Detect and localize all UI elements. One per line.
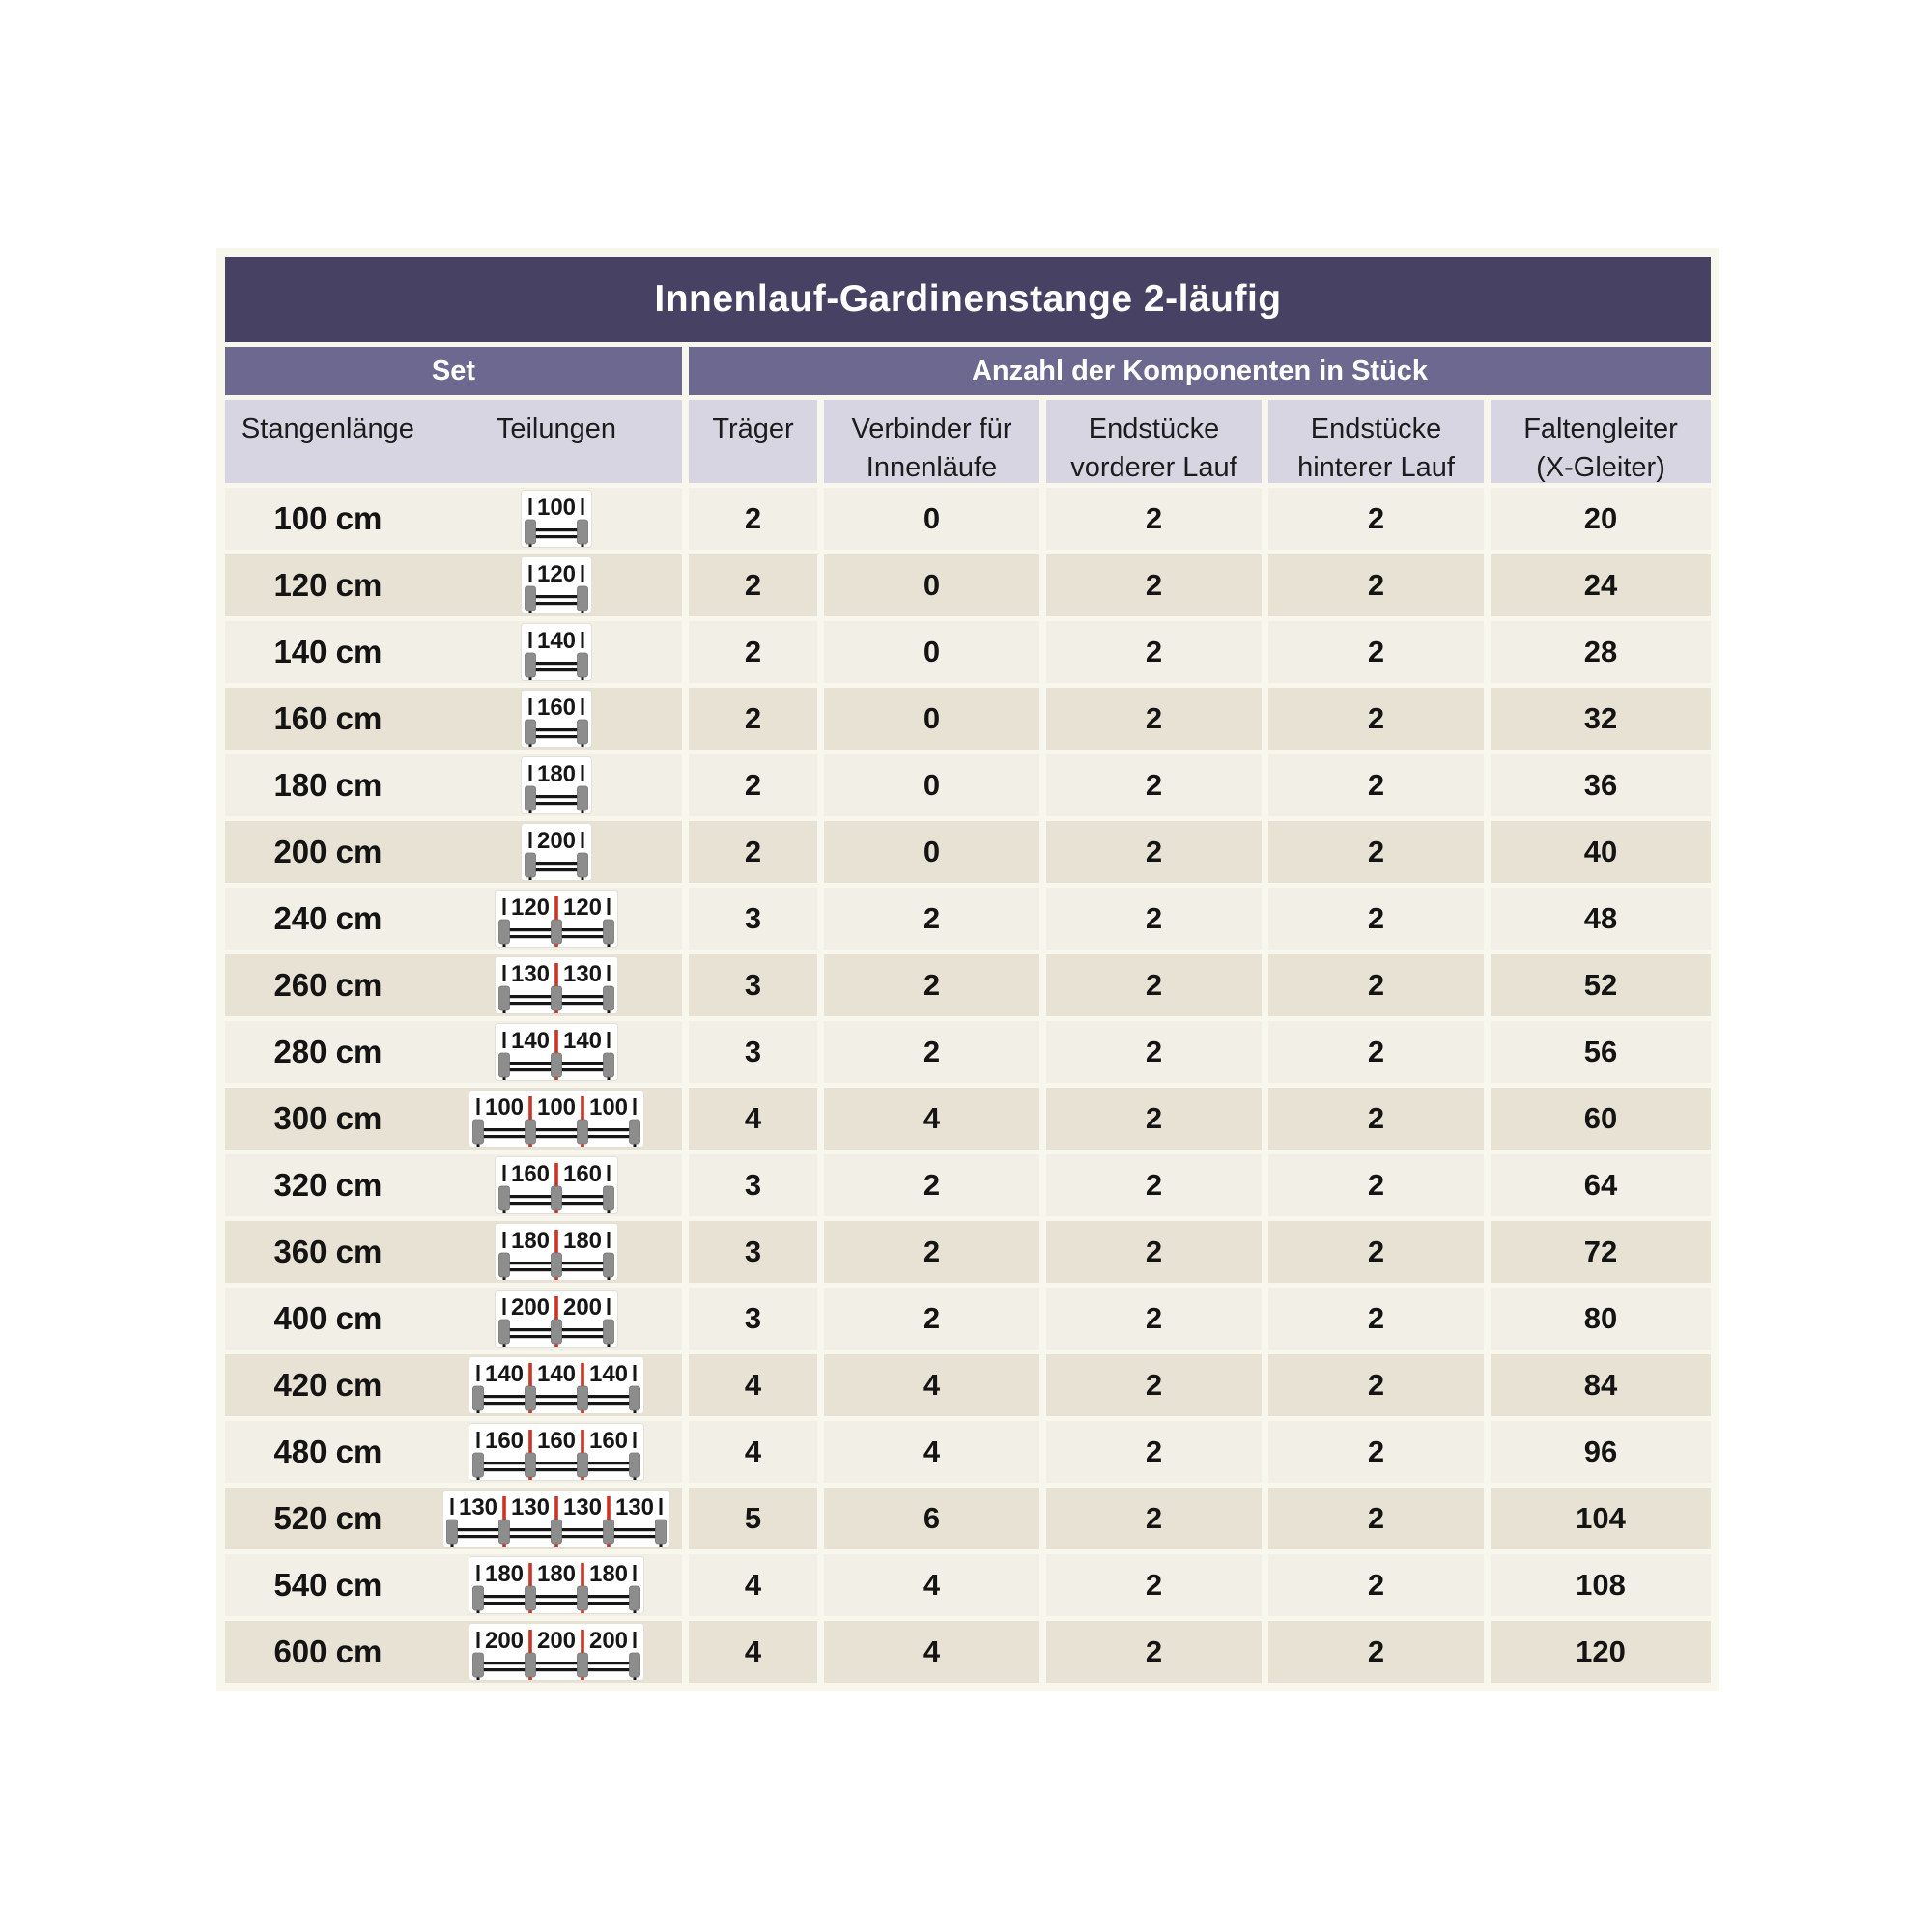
svg-text:130: 130 [614, 1494, 654, 1520]
svg-text:100: 100 [536, 495, 576, 521]
cell-faltengleiter: 72 [1491, 1221, 1711, 1283]
cell-verbinder: 2 [824, 1154, 1039, 1216]
column-header-verbinder: Verbinder für Innenläufe [824, 400, 1039, 483]
table-row [225, 1154, 1711, 1216]
length-label: 420 cm [273, 1367, 383, 1403]
table-row [225, 888, 1711, 950]
cell-verbinder: 0 [824, 754, 1039, 816]
cell-set [225, 888, 682, 950]
cell-traeger: 4 [689, 1421, 817, 1483]
cell-endstuecke-hinterer: 2 [1268, 621, 1484, 683]
cell-endstuecke-hinterer: 2 [1268, 1621, 1484, 1683]
svg-text:140: 140 [562, 1028, 602, 1054]
cell-endstuecke-vorderer: 2 [1046, 1088, 1262, 1150]
cell-endstuecke-hinterer: 2 [1268, 1154, 1484, 1216]
cell-endstuecke-vorderer: 2 [1046, 1554, 1262, 1616]
svg-text:130: 130 [510, 961, 550, 987]
svg-text:160: 160 [536, 695, 576, 721]
cell-faltengleiter: 80 [1491, 1288, 1711, 1350]
cell-set [225, 1354, 682, 1416]
cell-set [225, 1554, 682, 1616]
table-body [225, 488, 1711, 1683]
cell-set [225, 488, 682, 550]
cell-endstuecke-vorderer: 2 [1046, 1021, 1262, 1083]
cell-verbinder: 2 [824, 888, 1039, 950]
svg-text:160: 160 [536, 1428, 576, 1454]
svg-text:180: 180 [562, 1228, 602, 1254]
rod-segments-icon [431, 623, 682, 681]
svg-text:200: 200 [510, 1294, 550, 1321]
cell-set [225, 554, 682, 616]
cell-faltengleiter: 60 [1491, 1088, 1711, 1150]
rod-segments-icon [431, 1623, 682, 1681]
svg-text:130: 130 [458, 1494, 497, 1520]
cell-endstuecke-vorderer: 2 [1046, 621, 1262, 683]
column-header-set-group [225, 400, 682, 483]
cell-verbinder: 0 [824, 488, 1039, 550]
cell-traeger: 2 [689, 554, 817, 616]
cell-faltengleiter: 64 [1491, 1154, 1711, 1216]
table-row [225, 1221, 1711, 1283]
svg-text:180: 180 [536, 1561, 576, 1587]
table-row [225, 621, 1711, 683]
cell-faltengleiter: 20 [1491, 488, 1711, 550]
cell-set [225, 688, 682, 750]
cell-endstuecke-vorderer: 2 [1046, 1488, 1262, 1549]
column-header-teilungen: Teilungen [496, 413, 616, 444]
svg-text:140: 140 [588, 1361, 628, 1387]
cell-traeger: 3 [689, 888, 817, 950]
rod-segments-icon [431, 1490, 682, 1548]
svg-text:130: 130 [562, 1494, 602, 1520]
length-label: 480 cm [273, 1434, 383, 1469]
cell-endstuecke-vorderer: 2 [1046, 1154, 1262, 1216]
cell-endstuecke-hinterer: 2 [1268, 1288, 1484, 1350]
svg-text:200: 200 [536, 828, 576, 854]
cell-set [225, 954, 682, 1016]
cell-endstuecke-vorderer: 2 [1046, 554, 1262, 616]
cell-verbinder: 0 [824, 621, 1039, 683]
cell-traeger: 3 [689, 1288, 817, 1350]
length-label: 180 cm [273, 767, 383, 803]
cell-traeger: 2 [689, 488, 817, 550]
rod-segments-icon [431, 756, 682, 814]
length-label: 120 cm [273, 567, 383, 603]
cell-verbinder: 0 [824, 554, 1039, 616]
svg-text:140: 140 [484, 1361, 524, 1387]
cell-set [225, 1288, 682, 1350]
cell-traeger: 4 [689, 1088, 817, 1150]
cell-verbinder: 2 [824, 1221, 1039, 1283]
length-label: 240 cm [273, 900, 383, 936]
cell-endstuecke-hinterer: 2 [1268, 1088, 1484, 1150]
svg-text:140: 140 [536, 628, 576, 654]
column-header-endstuecke-hinterer: Endstücke hinterer Lauf [1268, 400, 1484, 483]
rod-segments-icon [431, 690, 682, 748]
rod-segments-icon [431, 1156, 682, 1214]
cell-traeger: 4 [689, 1354, 817, 1416]
length-label: 400 cm [273, 1300, 383, 1336]
table-row [225, 754, 1711, 816]
rod-segments-icon [431, 1423, 682, 1481]
cell-set [225, 1088, 682, 1150]
cell-traeger: 2 [689, 688, 817, 750]
rod-segments-icon [431, 890, 682, 948]
page-title: Innenlauf-Gardinenstange 2-läufig [225, 257, 1711, 342]
table-row [225, 488, 1711, 550]
table-row [225, 1354, 1711, 1416]
cell-verbinder: 4 [824, 1621, 1039, 1683]
table-row [225, 1621, 1711, 1683]
cell-set [225, 1154, 682, 1216]
svg-text:180: 180 [484, 1561, 524, 1587]
column-header-row [225, 400, 1711, 483]
table-row [225, 1021, 1711, 1083]
svg-text:180: 180 [588, 1561, 628, 1587]
rod-segments-icon [431, 1023, 682, 1081]
cell-endstuecke-vorderer: 2 [1046, 754, 1262, 816]
cell-verbinder: 4 [824, 1554, 1039, 1616]
length-label: 520 cm [273, 1500, 383, 1536]
group-header-components: Anzahl der Komponenten in Stück [689, 347, 1711, 395]
length-label: 300 cm [273, 1100, 383, 1136]
cell-verbinder: 2 [824, 954, 1039, 1016]
cell-verbinder: 0 [824, 688, 1039, 750]
cell-set [225, 1421, 682, 1483]
cell-set [225, 821, 682, 883]
rod-segments-icon [431, 1090, 682, 1148]
cell-endstuecke-vorderer: 2 [1046, 488, 1262, 550]
rod-segments-icon [431, 1556, 682, 1614]
cell-traeger: 3 [689, 954, 817, 1016]
svg-text:100: 100 [588, 1094, 628, 1121]
cell-traeger: 4 [689, 1621, 817, 1683]
svg-text:180: 180 [510, 1228, 550, 1254]
column-header-faltengleiter: Faltengleiter (X-Gleiter) [1491, 400, 1711, 483]
cell-endstuecke-hinterer: 2 [1268, 488, 1484, 550]
cell-set [225, 1021, 682, 1083]
cell-set [225, 1221, 682, 1283]
cell-faltengleiter: 28 [1491, 621, 1711, 683]
svg-text:120: 120 [562, 895, 602, 921]
length-label: 200 cm [273, 834, 383, 869]
table-row [225, 1088, 1711, 1150]
svg-text:100: 100 [536, 1094, 576, 1121]
cell-traeger: 5 [689, 1488, 817, 1549]
cell-faltengleiter: 40 [1491, 821, 1711, 883]
cell-faltengleiter: 108 [1491, 1554, 1711, 1616]
rod-segments-icon [431, 956, 682, 1014]
svg-text:160: 160 [484, 1428, 524, 1454]
table-row [225, 688, 1711, 750]
cell-endstuecke-vorderer: 2 [1046, 1288, 1262, 1350]
rod-segments-icon [431, 1290, 682, 1348]
cell-set [225, 1488, 682, 1549]
svg-text:130: 130 [562, 961, 602, 987]
cell-traeger: 2 [689, 754, 817, 816]
cell-verbinder: 4 [824, 1421, 1039, 1483]
cell-traeger: 2 [689, 621, 817, 683]
cell-endstuecke-hinterer: 2 [1268, 1421, 1484, 1483]
length-label: 260 cm [273, 967, 383, 1003]
cell-endstuecke-vorderer: 2 [1046, 1354, 1262, 1416]
cell-faltengleiter: 36 [1491, 754, 1711, 816]
spec-table [216, 248, 1719, 1691]
cell-endstuecke-vorderer: 2 [1046, 954, 1262, 1016]
table-row [225, 1554, 1711, 1616]
svg-text:160: 160 [510, 1161, 550, 1187]
cell-verbinder: 2 [824, 1021, 1039, 1083]
column-header-endstuecke-vorderer: Endstücke vorderer Lauf [1046, 400, 1262, 483]
cell-traeger: 3 [689, 1221, 817, 1283]
svg-text:200: 200 [562, 1294, 602, 1321]
cell-endstuecke-hinterer: 2 [1268, 1488, 1484, 1549]
column-header-stangenlaenge: Stangenlänge [241, 413, 414, 444]
cell-verbinder: 4 [824, 1354, 1039, 1416]
cell-faltengleiter: 96 [1491, 1421, 1711, 1483]
cell-endstuecke-vorderer: 2 [1046, 821, 1262, 883]
svg-text:130: 130 [510, 1494, 550, 1520]
rod-segments-icon [431, 490, 682, 548]
column-header-traeger: Träger [689, 400, 817, 483]
cell-endstuecke-hinterer: 2 [1268, 754, 1484, 816]
table-row [225, 1421, 1711, 1483]
cell-faltengleiter: 56 [1491, 1021, 1711, 1083]
length-label: 100 cm [273, 500, 383, 536]
length-label: 140 cm [273, 634, 383, 669]
cell-verbinder: 6 [824, 1488, 1039, 1549]
cell-endstuecke-hinterer: 2 [1268, 1354, 1484, 1416]
table-row [225, 1488, 1711, 1549]
cell-traeger: 3 [689, 1154, 817, 1216]
rod-segments-icon [431, 1223, 682, 1281]
cell-faltengleiter: 48 [1491, 888, 1711, 950]
svg-text:120: 120 [536, 561, 576, 587]
table-row [225, 1288, 1711, 1350]
cell-endstuecke-hinterer: 2 [1268, 821, 1484, 883]
svg-text:140: 140 [510, 1028, 550, 1054]
length-label: 540 cm [273, 1567, 383, 1603]
cell-endstuecke-vorderer: 2 [1046, 1221, 1262, 1283]
svg-text:160: 160 [562, 1161, 602, 1187]
cell-endstuecke-hinterer: 2 [1268, 554, 1484, 616]
cell-endstuecke-vorderer: 2 [1046, 1621, 1262, 1683]
table-row [225, 954, 1711, 1016]
length-label: 280 cm [273, 1034, 383, 1069]
cell-endstuecke-hinterer: 2 [1268, 954, 1484, 1016]
length-label: 360 cm [273, 1234, 383, 1269]
rod-segments-icon [431, 823, 682, 881]
rod-segments-icon [431, 556, 682, 614]
cell-faltengleiter: 84 [1491, 1354, 1711, 1416]
svg-text:180: 180 [536, 761, 576, 787]
cell-set [225, 754, 682, 816]
cell-set [225, 1621, 682, 1683]
cell-endstuecke-hinterer: 2 [1268, 1021, 1484, 1083]
cell-faltengleiter: 32 [1491, 688, 1711, 750]
cell-set [225, 621, 682, 683]
cell-faltengleiter: 52 [1491, 954, 1711, 1016]
cell-faltengleiter: 104 [1491, 1488, 1711, 1549]
length-label: 600 cm [273, 1634, 383, 1669]
cell-traeger: 3 [689, 1021, 817, 1083]
cell-endstuecke-hinterer: 2 [1268, 888, 1484, 950]
table-row [225, 821, 1711, 883]
svg-text:140: 140 [536, 1361, 576, 1387]
cell-verbinder: 2 [824, 1288, 1039, 1350]
cell-endstuecke-vorderer: 2 [1046, 688, 1262, 750]
cell-endstuecke-hinterer: 2 [1268, 1554, 1484, 1616]
cell-endstuecke-hinterer: 2 [1268, 688, 1484, 750]
cell-traeger: 4 [689, 1554, 817, 1616]
svg-text:120: 120 [510, 895, 550, 921]
cell-endstuecke-hinterer: 2 [1268, 1221, 1484, 1283]
length-label: 320 cm [273, 1167, 383, 1203]
group-header-set: Set [225, 347, 682, 395]
svg-text:200: 200 [484, 1628, 524, 1654]
svg-text:100: 100 [484, 1094, 524, 1121]
cell-traeger: 2 [689, 821, 817, 883]
svg-text:160: 160 [588, 1428, 628, 1454]
cell-endstuecke-vorderer: 2 [1046, 1421, 1262, 1483]
cell-endstuecke-vorderer: 2 [1046, 888, 1262, 950]
cell-faltengleiter: 24 [1491, 554, 1711, 616]
cell-faltengleiter: 120 [1491, 1621, 1711, 1683]
svg-text:200: 200 [536, 1628, 576, 1654]
length-label: 160 cm [273, 700, 383, 736]
rod-segments-icon [431, 1356, 682, 1414]
cell-verbinder: 4 [824, 1088, 1039, 1150]
table-row [225, 554, 1711, 616]
cell-verbinder: 0 [824, 821, 1039, 883]
svg-text:200: 200 [588, 1628, 628, 1654]
group-header-row [225, 347, 1711, 395]
